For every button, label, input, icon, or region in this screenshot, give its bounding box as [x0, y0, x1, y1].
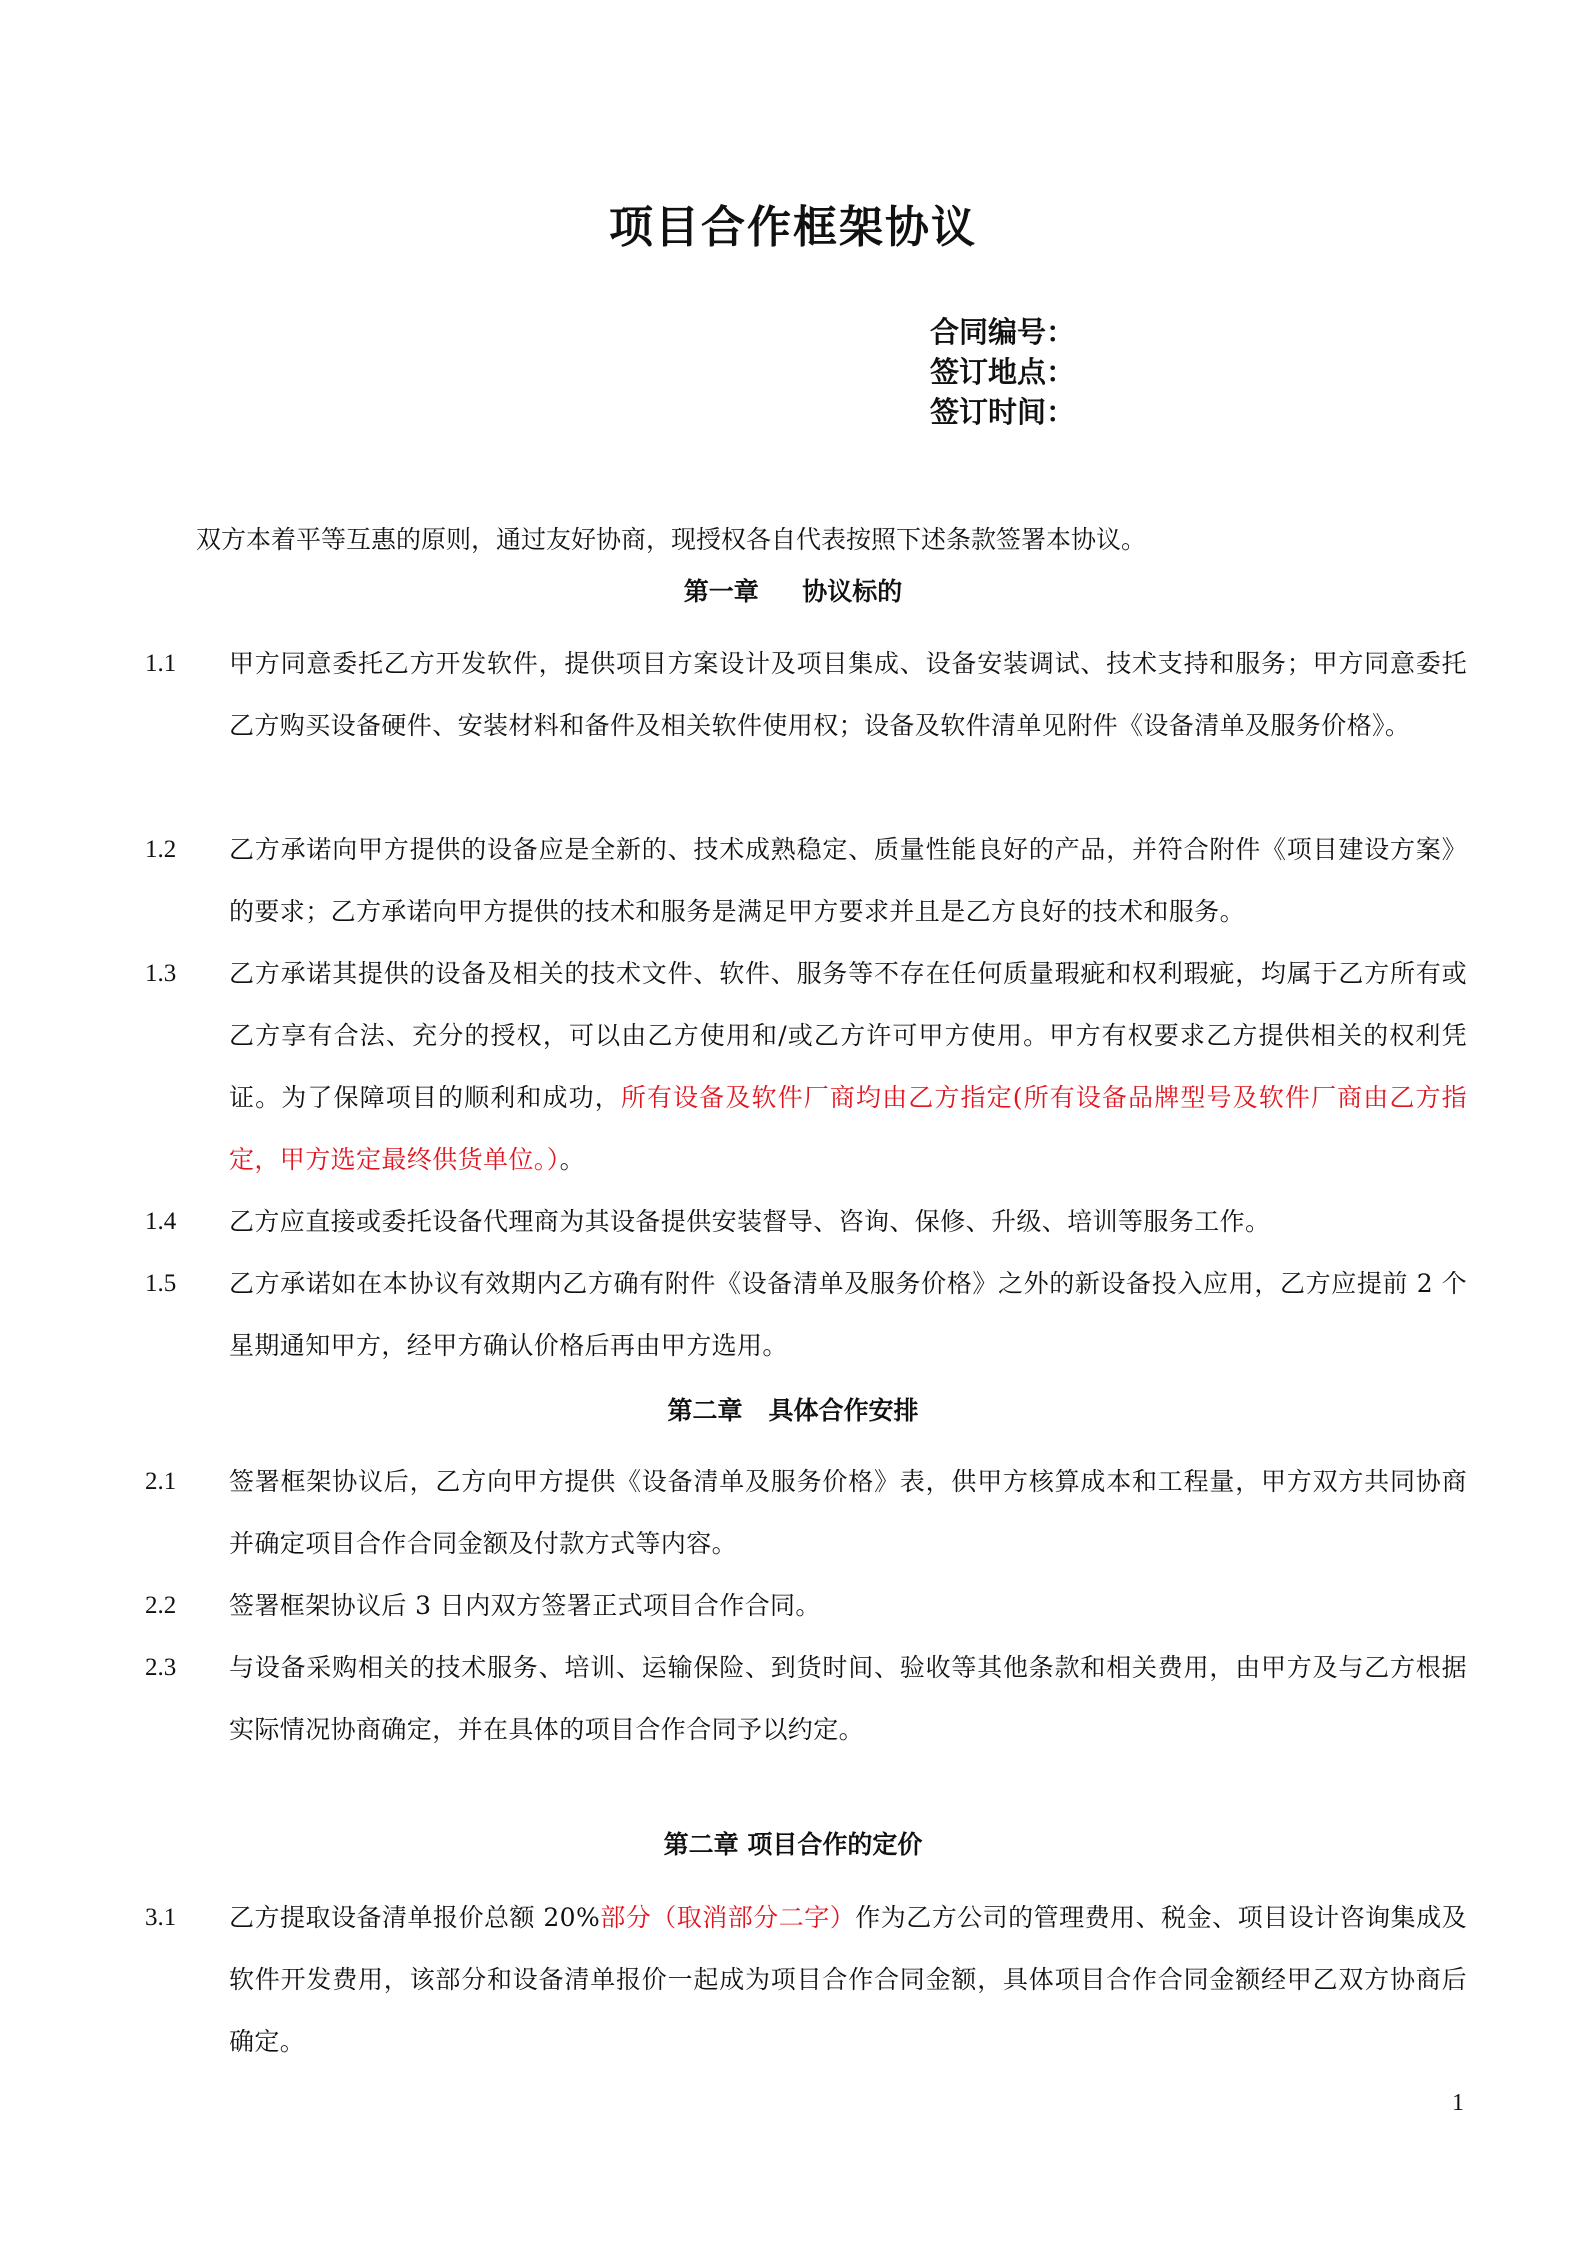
clause-text-normal: 乙方承诺其提供的设备及相关的技术文件、软件、服务等不存在任何质量瑕疵和权利瑕疵，均属于乙方所有或乙方享有合法、充分的授权，可以由乙方使用和/或乙方许可甲方使用。甲方有权要求乙方提供相关的权利凭证。为了保障项目的顺利和成功，: [229, 959, 1467, 1112]
clause-text: 乙方承诺如在本协议有效期内乙方确有附件《设备清单及服务价格》之外的新设备投入应用，乙方应提前 2 个星期通知甲方，经甲方确认价格后再由甲方选用。: [229, 1269, 1467, 1360]
clause-text: 签署框架协议后 3 日内双方签署正式项目合作合同。: [229, 1591, 821, 1620]
clause-2-2: [145, 1575, 1470, 1637]
clause-number: 2.1: [145, 1468, 177, 1495]
contract-number-label: 合同编号：: [930, 315, 1076, 349]
clause-number: 1.3: [145, 960, 177, 987]
clause-text: 签署框架协议后，乙方向甲方提供《设备清单及服务价格》表，供甲方核算成本和工程量，甲方双方共同协商并确定项目合作合同金额及付款方式等内容。: [229, 1467, 1467, 1558]
clause-text-highlighted: 部分（取消部分二字）: [600, 1903, 856, 1932]
clause-text: 甲方同意委托乙方开发软件，提供项目方案设计及项目集成、设备安装调试、技术支持和服务；甲方同意委托乙方购买设备硬件、安装材料和备件及相关软件使用权；设备及软件清单见附件《设备清单及服务价格》。: [229, 649, 1467, 740]
clause-text-tail: 。: [559, 1145, 586, 1174]
clause-number: 1.2: [145, 836, 177, 863]
clause-text-highlighted: 所有设备及软件厂商均由乙方指定(所有设备品牌型号及软件厂商由乙方指定，甲方选定最终供货单位。）: [229, 1083, 1467, 1174]
clause-1-5: [145, 1253, 1470, 1377]
clause-text: [229, 1887, 1467, 2073]
clause-1-2: [145, 819, 1470, 943]
chapter-3-heading: 第二章 项目合作的定价: [663, 1830, 923, 1859]
clause-2-3: [145, 1637, 1470, 1761]
clause-text-normal: 乙方提取设备清单报价总额 20%: [229, 1903, 601, 1932]
clause-number: 2.2: [145, 1592, 177, 1619]
clause-text: 乙方承诺向甲方提供的设备应是全新的、技术成熟稳定、质量性能良好的产品，并符合附件《项目建设方案》的要求；乙方承诺向甲方提供的技术和服务是满足甲方要求并且是乙方良好的技术和服务。: [229, 835, 1467, 926]
contract-meta-block: [930, 312, 1075, 432]
clause-number: 1.4: [145, 1208, 177, 1235]
signing-place-label: 签订地点：: [930, 355, 1076, 389]
clause-1-3: [145, 943, 1470, 1191]
clause-text: [229, 943, 1467, 1191]
clause-number: 1.5: [145, 1270, 177, 1297]
clause-3-1: [145, 1887, 1470, 2073]
clause-text: 与设备采购相关的技术服务、培训、运输保险、到货时间、验收等其他条款和相关费用，由甲方及与乙方根据实际情况协商确定，并在具体的项目合作合同予以约定。: [229, 1653, 1467, 1744]
document-title: 项目合作框架协议: [609, 202, 977, 253]
chapter-1-heading: 第一章 协议标的: [683, 577, 903, 606]
clause-text: 乙方应直接或委托设备代理商为其设备提供安装督导、咨询、保修、升级、培训等服务工作。: [229, 1207, 1271, 1236]
clause-number: 2.3: [145, 1654, 177, 1681]
clause-number: 1.1: [145, 650, 177, 677]
clause-1-4: [145, 1191, 1470, 1253]
clause-1-1: [145, 633, 1470, 757]
clause-number: 3.1: [145, 1904, 177, 1931]
intro-paragraph: 双方本着平等互惠的原则，通过友好协商，现授权各自代表按照下述条款签署本协议。: [196, 525, 1147, 554]
signing-time-label: 签订时间：: [930, 395, 1076, 429]
chapter-2-heading: 第二章 具体合作安排: [667, 1396, 919, 1425]
page-number: 1: [1452, 2090, 1464, 2116]
clause-text-tail: 作为乙方公司的管理费用、税金、项目设计咨询集成及软件开发费用，该部分和设备清单报价一起成为项目合作合同金额，具体项目合作合同金额经甲乙双方协商后确定。: [229, 1903, 1467, 2056]
clause-2-1: [145, 1451, 1470, 1575]
